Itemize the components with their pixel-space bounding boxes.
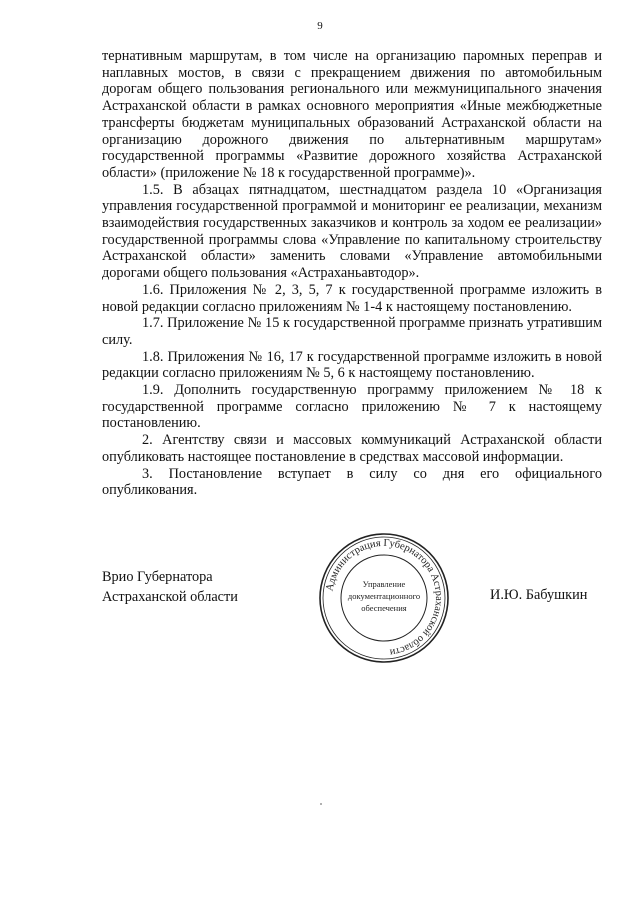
paragraph-1-5: 1.5. В абзацах пятнадцатом, шестнадцатом раздела 10 «Организация управления государственной программой и мониторинг ее реализации, механизм взаимодействия государственных заказчиков и контроль за ходом ее реализации» государственной программы слова «Управление по капитальному строительству Астраханской области» заменить словами «Управление автомобильными дорогами общего пользования «Астраханьавтодор». xyxy=(102,181,602,282)
paragraph-continuation: тернативным маршрутам, в том числе на организацию паромных переправ и наплавных мостов, в связи с прекращением движения по автомобильным дорогам общего пользования регионального или межмуниципального значения Астраханской области в рамках основного мероприятия «Иные межбюджетные трансферты бюджетам муниципальных образований Астраханской области на организацию дорожного движения по альтернативным маршрутам» государственной программы «Развитие дорожного хозяйства Астраханской области» (приложение № 18 к государственной программе)». xyxy=(102,48,602,181)
paragraph-1-6: 1.6. Приложения № 2, 3, 5, 7 к государственной программе изложить в новой редакции согласно приложениям № 1-4 к настоящему постановлению. xyxy=(102,281,602,315)
signatory-position-line2: Астраханской области xyxy=(102,589,238,605)
document-body xyxy=(102,48,602,499)
paragraph-3: 3. Постановление вступает в силу со дня его официального опубликования. xyxy=(102,465,602,499)
seal-outer-text: Администрация Губернатора Астраханской области xyxy=(324,537,445,658)
paragraph-1-9: 1.9. Дополнить государственную программу приложением № 18 к государственной программе согласно приложению № 7 к настоящему постановлению. xyxy=(102,382,602,432)
official-seal-stamp xyxy=(316,530,452,666)
paragraph-2: 2. Агентству связи и массовых коммуникаций Астраханской области опубликовать настоящее постановление в средствах массовой информации. xyxy=(102,432,602,465)
seal-inner-line1: Управление xyxy=(362,579,406,589)
signatory-position xyxy=(102,567,238,607)
signatory-position-line1: Врио Губернатора xyxy=(102,569,213,585)
seal-inner-line2: документационного xyxy=(347,591,421,601)
scan-speck xyxy=(320,803,322,805)
seal-inner-line3: обеспечения xyxy=(361,603,407,613)
paragraph-1-8: 1.8. Приложения № 16, 17 к государственной программе изложить в новой редакции согласно приложениям № 5, 6 к настоящему постановлению. xyxy=(102,348,602,382)
page-number: 9 xyxy=(317,20,323,32)
signatory-name: И.Ю. Бабушкин xyxy=(490,587,588,603)
paragraph-1-7: 1.7. Приложение № 15 к государственной программе признать утратившим силу. xyxy=(102,315,602,348)
